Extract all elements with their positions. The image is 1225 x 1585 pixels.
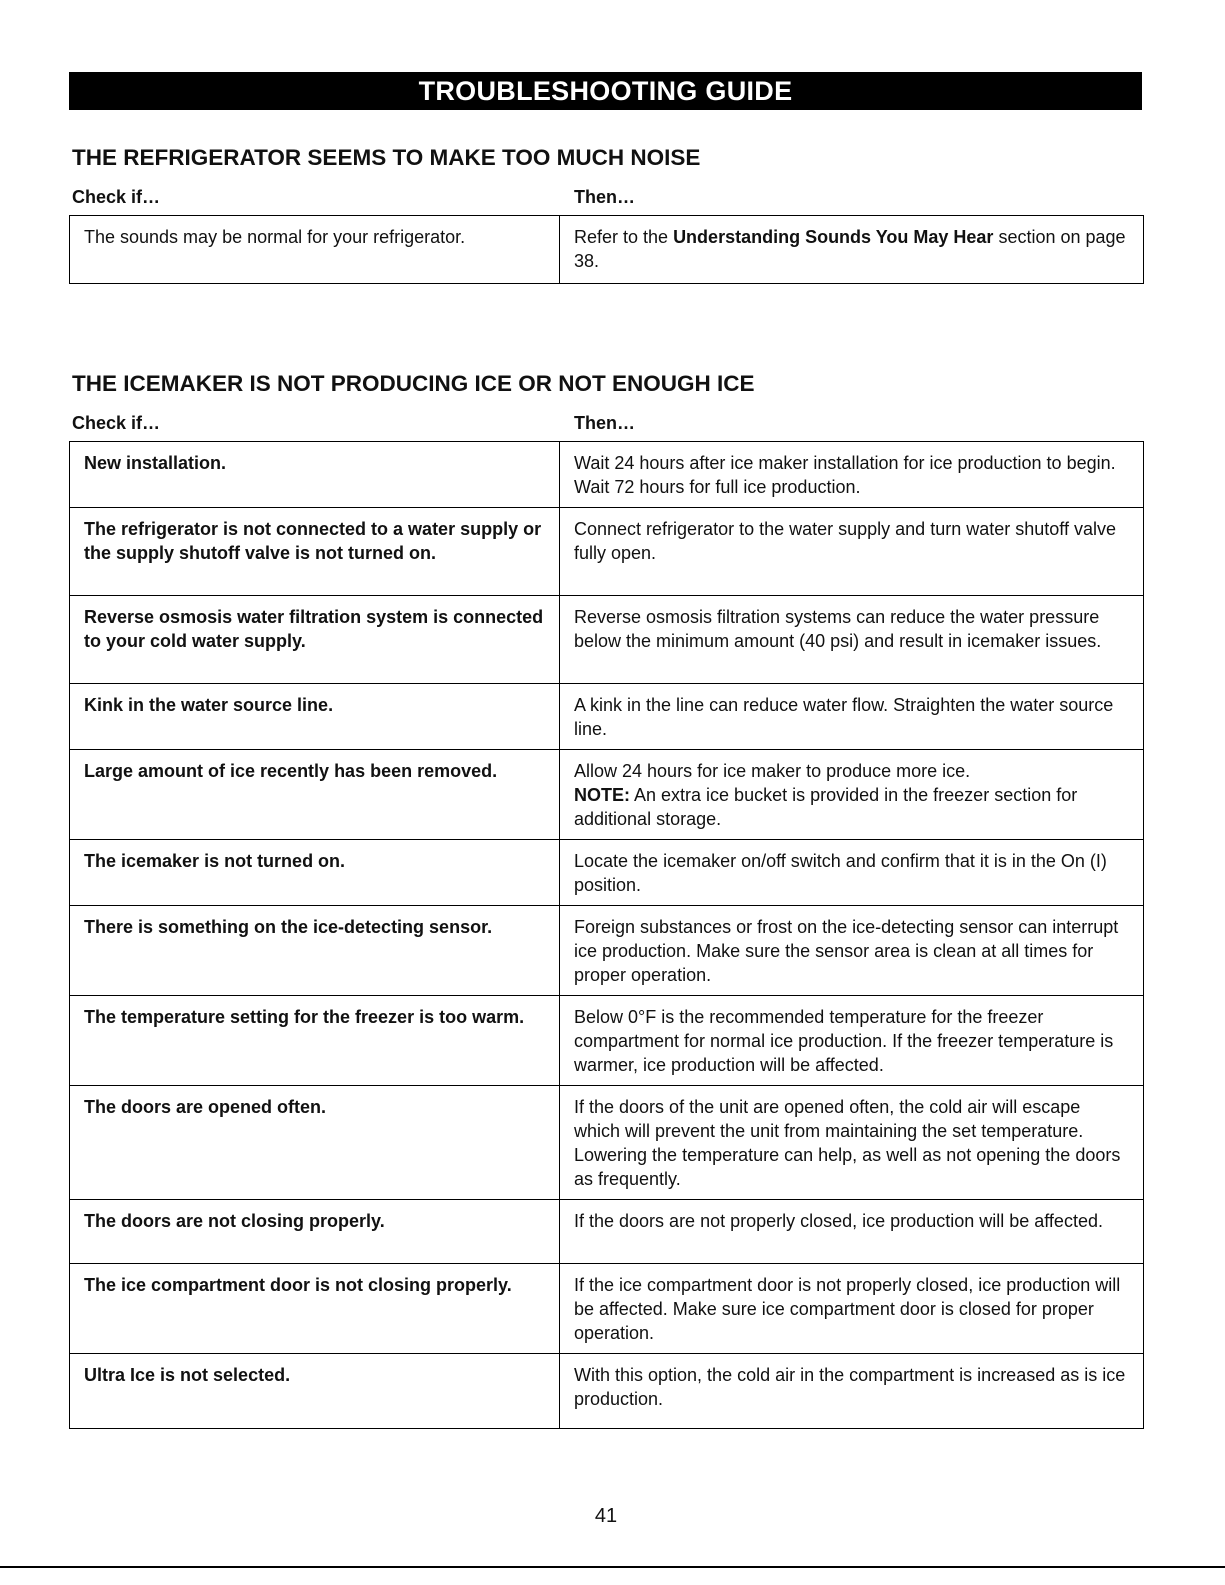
then-cell: If the doors of the unit are opened often, the cold air will escape which will prevent the unit from maintaining the set temperature. Lowering the temperature can help, as well as not opening the doors as frequently. xyxy=(560,1086,1144,1200)
then-text: Refer to the xyxy=(574,227,674,247)
check-cell: New installation. xyxy=(70,442,560,508)
noise-table xyxy=(69,215,1144,284)
page-number: 41 xyxy=(594,1505,618,1527)
bottom-divider xyxy=(0,1566,1225,1568)
section-reference: Understanding Sounds You May Hear xyxy=(673,227,994,247)
then-cell: Locate the icemaker on/off switch and confirm that it is in the On (I) position. xyxy=(560,840,1144,906)
icemaker-table xyxy=(69,441,1144,1429)
check-cell: Kink in the water source line. xyxy=(70,684,560,750)
table-row xyxy=(70,1264,1144,1354)
page-banner: TROUBLESHOOTING GUIDE xyxy=(69,72,1142,110)
then-cell xyxy=(560,216,1144,284)
table-row xyxy=(70,684,1144,750)
check-cell: The temperature setting for the freezer is too warm. xyxy=(70,996,560,1086)
check-cell: Large amount of ice recently has been removed. xyxy=(70,750,560,840)
then-cell xyxy=(560,750,1144,840)
check-cell: The refrigerator is not connected to a water supply or the supply shutoff valve is not turned on. xyxy=(70,508,560,596)
table-row xyxy=(70,906,1144,996)
then-cell: Foreign substances or frost on the ice-detecting sensor can interrupt ice production. Make sure the sensor area is clean at all times for proper operation. xyxy=(560,906,1144,996)
note-text: An extra ice bucket is provided in the freezer section for additional storage. xyxy=(574,785,1078,829)
table-row xyxy=(70,442,1144,508)
then-cell: Connect refrigerator to the water supply and turn water shutoff valve fully open. xyxy=(560,508,1144,596)
section-title-icemaker: THE ICEMAKER IS NOT PRODUCING ICE OR NOT ENOUGH ICE xyxy=(72,371,755,396)
check-cell: Ultra Ice is not selected. xyxy=(70,1354,560,1429)
then-text: Allow 24 hours for ice maker to produce more ice. xyxy=(574,761,971,781)
check-cell: The doors are opened often. xyxy=(70,1086,560,1200)
check-cell: The icemaker is not turned on. xyxy=(70,840,560,906)
note-label: NOTE: xyxy=(574,785,630,805)
then-cell: Below 0°F is the recommended temperature for the freezer compartment for normal ice production. If the freezer temperature is warmer, ice production will be affected. xyxy=(560,996,1144,1086)
then-cell: Wait 24 hours after ice maker installation for ice production to begin. Wait 72 hours for full ice production. xyxy=(560,442,1144,508)
table-row xyxy=(70,750,1144,840)
table-row xyxy=(70,1354,1144,1429)
check-cell: Reverse osmosis water filtration system is connected to your cold water supply. xyxy=(70,596,560,684)
then-cell: Reverse osmosis filtration systems can reduce the water pressure below the minimum amount (40 psi) and result in icemaker issues. xyxy=(560,596,1144,684)
check-if-header: Check if… xyxy=(72,187,161,207)
table-row xyxy=(70,508,1144,596)
then-cell: If the doors are not properly closed, ice production will be affected. xyxy=(560,1200,1144,1264)
then-cell: With this option, the cold air in the compartment is increased as is ice production. xyxy=(560,1354,1144,1429)
then-header: Then… xyxy=(574,413,635,433)
then-cell: A kink in the line can reduce water flow. Straighten the water source line. xyxy=(560,684,1144,750)
then-cell: If the ice compartment door is not properly closed, ice production will be affected. Make sure ice compartment door is closed for proper operation. xyxy=(560,1264,1144,1354)
check-if-header: Check if… xyxy=(72,413,161,433)
table-row xyxy=(70,1086,1144,1200)
then-header: Then… xyxy=(574,187,635,207)
check-cell: There is something on the ice-detecting sensor. xyxy=(70,906,560,996)
section-title-noise: THE REFRIGERATOR SEEMS TO MAKE TOO MUCH NOISE xyxy=(72,145,701,170)
table-row xyxy=(70,216,1144,284)
check-cell: The sounds may be normal for your refrigerator. xyxy=(70,216,560,284)
check-cell: The ice compartment door is not closing properly. xyxy=(70,1264,560,1354)
table-row xyxy=(70,596,1144,684)
then-text: section on page 38. xyxy=(574,227,1126,271)
table-row xyxy=(70,1200,1144,1264)
check-cell: The doors are not closing properly. xyxy=(70,1200,560,1264)
table-row xyxy=(70,840,1144,906)
table-row xyxy=(70,996,1144,1086)
